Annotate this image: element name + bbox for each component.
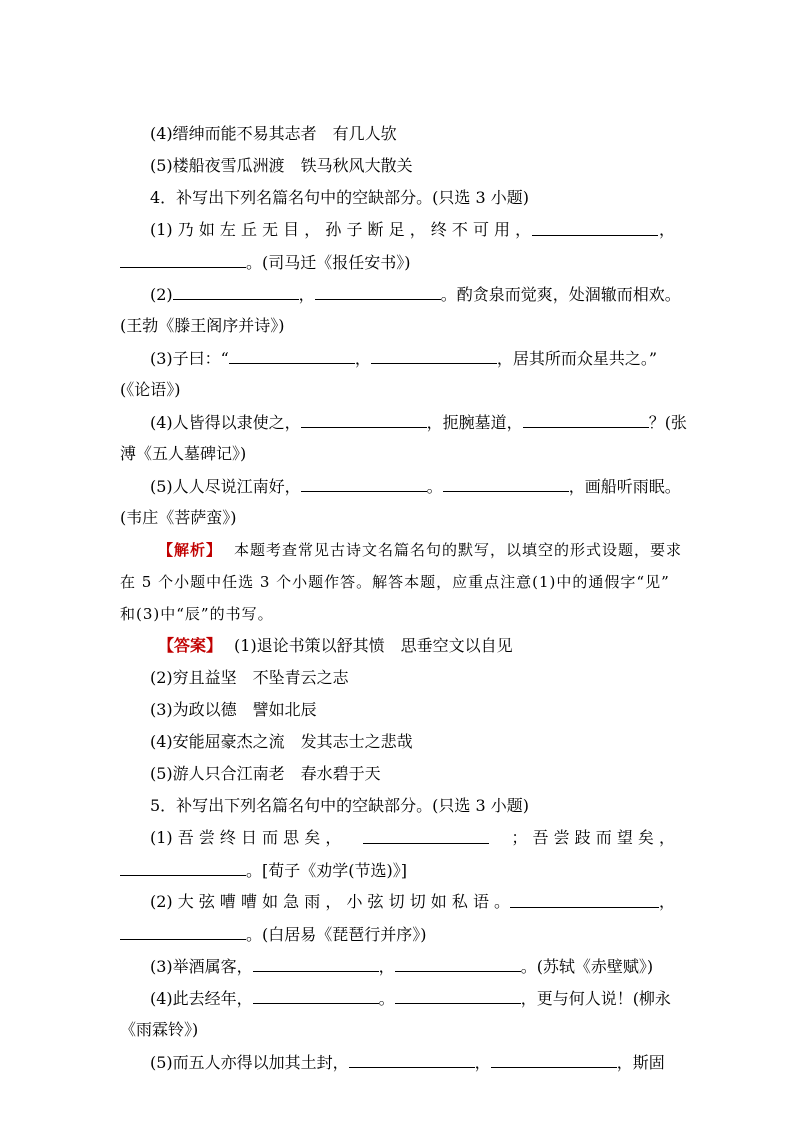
q4-item-5: [150, 476, 681, 497]
q5-item-1-cont: [120, 860, 407, 881]
q5-item-4-sep: 。: [378, 989, 395, 1008]
blank: [443, 476, 569, 492]
blank: [253, 988, 379, 1004]
analysis-line-2: 在 5 个小题中任选 3 个小题作答。解答本题，应重点注意(1)中的通假字“见”: [120, 573, 670, 591]
blank: [371, 348, 497, 364]
q5-item-2-text: (2) 大 弦 嘈 嘈 如 急 雨 ， 小 弦 切 切 如 私 语 。: [150, 892, 511, 911]
q4-item-4: [150, 412, 687, 433]
q4-item-4-text: (4)人皆得以隶使之，: [150, 413, 301, 432]
analysis-line-1: [158, 540, 682, 560]
blank: [301, 476, 427, 492]
answer-line-1: [158, 636, 513, 656]
blank: [229, 348, 355, 364]
q4-item-2-source: (王勃《滕王阁序并诗》): [120, 316, 285, 335]
q5-item-3-source: 。(苏轼《赤壁赋》): [520, 957, 654, 976]
q4-item-4-source: 溥《五人墓碑记》): [120, 444, 247, 463]
q4-item-5-sep: 。: [426, 477, 443, 496]
q5-item-2: [150, 892, 675, 912]
q5-item-1-mid: ； 吾 尝 跂 而 望 矣 ，: [511, 828, 675, 847]
q5-item-4-text: (4)此去经年，: [150, 989, 253, 1008]
q5-item-2-cont: [120, 924, 427, 945]
blank: [173, 284, 299, 300]
blank: [120, 924, 246, 940]
q5-item-1-text: (1) 吾 尝 终 日 而 思 矣 ，: [150, 828, 342, 847]
q4-item-4-mid: ，扼腕墓道，: [426, 413, 523, 432]
prev-answer-5: (5)楼船夜雪瓜洲渡 铁马秋风大散关: [150, 156, 413, 175]
answer-5: (5)游人只合江南老 春水碧于天: [150, 764, 381, 783]
q4-item-5-text: (5)人人尽说江南好，: [150, 477, 301, 496]
answer-4: (4)安能屈豪杰之流 发其志士之悲哉: [150, 732, 413, 751]
blank: [523, 412, 649, 428]
blank: [395, 988, 521, 1004]
q4-item-3-end: ，居其所而众星共之。”: [496, 349, 658, 368]
q5-item-5-end: ，斯固: [616, 1053, 665, 1072]
blank: [491, 1052, 617, 1068]
q4-item-5-source: (韦庄《菩萨蛮》): [120, 508, 237, 527]
q4-item-2-text: 。酌贪泉而觉爽，处涸辙而相欢。: [440, 285, 681, 304]
q4-item-3: [150, 348, 657, 369]
blank: [395, 956, 521, 972]
q5-item-4-source: 《雨霖铃》): [120, 1020, 199, 1039]
question-4-title: 4．补写出下列名篇名句中的空缺部分。(只选 3 小题): [150, 188, 530, 207]
analysis-tag: 【解析】: [158, 541, 223, 559]
blank: [510, 892, 659, 908]
blank: [363, 828, 489, 844]
q4-item-4-end: ？(张: [648, 413, 687, 432]
q4-item-1-source: 。(司马迁《报任安书》): [246, 253, 411, 272]
analysis-line-3: 和(3)中“辰”的书写。: [120, 605, 274, 623]
q5-item-5: [150, 1052, 665, 1073]
q4-item-5-end: ，画船听雨眠。: [568, 477, 681, 496]
q4-item-1-text: (1) 乃 如 左 丘 无 目 ， 孙 子 断 足 ， 终 不 可 用 ，: [150, 220, 532, 239]
prev-answer-4: (4)缙绅而能不易其志者 有几人欤: [150, 124, 397, 143]
q5-item-2-source: 。(白居易《琵琶行并序》): [246, 925, 427, 944]
q4-item-1-cont: [120, 252, 411, 273]
q5-item-3-sep: ，: [378, 957, 395, 976]
blank: [349, 1052, 475, 1068]
q4-item-3-sep: ，: [354, 349, 371, 368]
blank: [301, 412, 427, 428]
q4-item-3-source: (《论语》): [120, 380, 181, 399]
q4-item-2: [150, 284, 681, 305]
q5-item-1: [150, 828, 675, 848]
blank: [532, 220, 658, 236]
analysis-text-1: 本题考查常见古诗文名篇名句的默写，以填空的形式设题，要求: [234, 541, 683, 559]
q5-item-5-text: (5)而五人亦得以加其土封，: [150, 1053, 349, 1072]
blank: [120, 252, 246, 268]
q5-item-3: [150, 956, 653, 977]
q5-item-5-sep: ，: [474, 1053, 491, 1072]
q5-item-3-text: (3)举酒属客，: [150, 957, 253, 976]
q5-item-2-comma: ，: [658, 892, 675, 911]
q5-item-4-end: ，更与何人说！(柳永: [520, 989, 671, 1008]
q4-item-1-comma: ，: [658, 220, 675, 239]
q4-item-2-sep: ，: [298, 285, 315, 304]
blank: [253, 956, 379, 972]
blank: [120, 860, 246, 876]
q5-item-4: [150, 988, 671, 1009]
answer-3: (3)为政以德 譬如北辰: [150, 700, 317, 719]
q5-item-1-source: 。[荀子《劝学(节选)》]: [246, 861, 407, 880]
q4-item-1: [150, 220, 675, 240]
answer-2: (2)穷且益坚 不坠青云之志: [150, 668, 349, 687]
answer-tag: 【答案】: [158, 636, 223, 655]
question-5-title: 5．补写出下列名篇名句中的空缺部分。(只选 3 小题): [150, 796, 530, 815]
q4-item-2-num: (2): [150, 285, 173, 304]
q4-item-3-text: (3)子曰：“: [150, 349, 229, 368]
blank: [315, 284, 441, 300]
answer-1: (1)退论书策以舒其愤 思垂空文以自见: [234, 636, 513, 655]
